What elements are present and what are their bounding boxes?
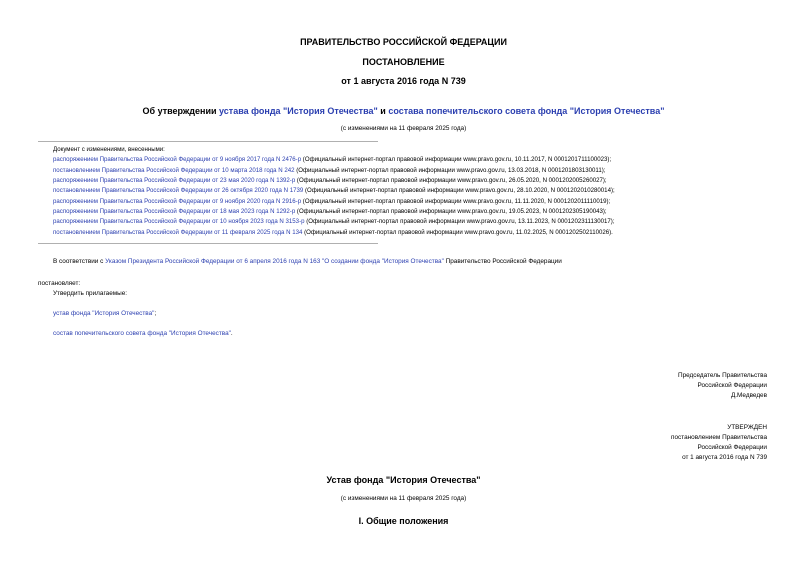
charter-item-link[interactable]: устав фонда "История Отечества" — [53, 310, 155, 317]
change-link[interactable]: распоряжением Правительства Российской Федерации от 9 ноября 2017 года N 2476-р — [53, 156, 302, 163]
document-type: ПОСТАНОВЛЕНИЕ — [362, 57, 445, 67]
change-source: (Официальный интернет-портал правовой информации www.pravo.gov.ru, 13.11.2023, N 0001202311130017); — [304, 218, 615, 225]
approval-stamp-block — [671, 423, 767, 463]
change-source: (Официальный интернет-портал правовой информации www.pravo.gov.ru, 26.05.2020, N 0001202005260027); — [295, 177, 607, 184]
title-prefix: Об утверждении — [142, 106, 220, 116]
intro-prefix: В соответствии с — [53, 258, 106, 265]
charter-amendment-note: (с изменениями на 11 февраля 2025 года) — [340, 495, 467, 502]
signature-position: Председатель Правительства — [678, 372, 767, 379]
government-heading: ПРАВИТЕЛЬСТВО РОССИЙСКОЙ ФЕДЕРАЦИИ — [300, 37, 507, 47]
intro-paragraph — [53, 258, 562, 265]
change-link[interactable]: постановлением Правительства Российской Федерации от 11 февраля 2025 года N 134 — [53, 229, 303, 236]
approved-item-2 — [53, 330, 233, 337]
signature-block — [678, 371, 767, 401]
changes-bottom-divider — [38, 243, 378, 244]
change-item — [53, 198, 610, 205]
change-link[interactable]: распоряжением Правительства Российской Федерации от 18 мая 2023 года N 1292-р — [53, 208, 296, 215]
resolves-text: постановляет: — [38, 280, 81, 287]
signature-name: Д.Медведев — [730, 392, 767, 399]
change-link[interactable]: распоряжением Правительства Российской Федерации от 9 ноября 2020 года N 2916-р — [53, 198, 302, 205]
changes-top-divider — [38, 141, 378, 142]
approve-text: Утвердить прилагаемые: — [53, 290, 128, 297]
amendment-note: (с изменениями на 11 февраля 2025 года) — [340, 125, 467, 132]
change-link[interactable]: распоряжением Правительства Российской Федерации от 10 ноября 2023 года N 3153-р — [53, 218, 305, 225]
signature-country: Российской Федерации — [697, 382, 767, 389]
change-link[interactable]: постановлением Правительства Российской Федерации от 26 октября 2020 года N 1739 — [53, 187, 304, 194]
charter-link[interactable]: устава фонда "История Отечества" — [219, 106, 378, 116]
change-link[interactable]: распоряжением Правительства Российской Федерации от 23 мая 2020 года N 1392-р — [53, 177, 296, 184]
section-title: I. Общие положения — [358, 516, 449, 526]
board-composition-link[interactable]: состава попечительского совета фонда "История Отечества" — [388, 106, 665, 116]
change-item — [53, 156, 611, 163]
approved-date: от 1 августа 2016 года N 739 — [682, 454, 767, 461]
change-source: (Официальный интернет-портал правовой информации www.pravo.gov.ru, 11.11.2020, N 0001202011110019); — [301, 198, 611, 205]
board-composition-item-link[interactable]: состав попечительского совета фонда "История Отечества" — [53, 330, 231, 337]
change-item — [53, 167, 605, 174]
change-source: (Официальный интернет-портал правовой информации www.pravo.gov.ru, 28.10.2020, N 0001202010280014); — [303, 187, 615, 194]
change-item — [53, 218, 615, 225]
change-item — [53, 187, 615, 194]
item-1-end: ; — [154, 310, 157, 317]
title-middle: и — [377, 106, 389, 116]
change-link[interactable]: постановлением Правительства Российской Федерации от 10 марта 2018 года N 242 — [53, 167, 295, 174]
item-2-end: . — [230, 330, 233, 337]
change-source: (Официальный интернет-портал правовой информации www.pravo.gov.ru, 11.02.2025, N 0001202502110026). — [302, 229, 613, 236]
change-item — [53, 177, 607, 184]
change-item — [53, 229, 613, 236]
presidential-decree-link[interactable]: Указом Президента Российской Федерации от 6 апреля 2016 года N 163 "О создании фонда "История Отечества" — [105, 258, 444, 265]
document-date-number: от 1 августа 2016 года N 739 — [341, 76, 466, 86]
change-source: (Официальный интернет-портал правовой информации www.pravo.gov.ru, 13.03.2018, N 0001201803130011); — [294, 167, 606, 174]
change-source: (Официальный интернет-портал правовой информации www.pravo.gov.ru, 10.11.2017, N 0001201711100023); — [301, 156, 612, 163]
approved-label: УТВЕРЖДЕН — [727, 424, 767, 431]
charter-title: Устав фонда "История Отечества" — [326, 475, 481, 485]
approved-country: Российской Федерации — [697, 444, 767, 451]
intro-suffix: Правительство Российской Федерации — [443, 258, 562, 265]
approved-item-1 — [53, 310, 156, 317]
changes-heading: Документ с изменениями, внесенными: — [53, 146, 165, 153]
change-source: (Официальный интернет-портал правовой информации www.pravo.gov.ru, 19.05.2023, N 0001202305190043); — [295, 208, 607, 215]
approved-by: постановлением Правительства — [671, 434, 767, 441]
document-title — [0, 106, 807, 116]
change-item — [53, 208, 607, 215]
